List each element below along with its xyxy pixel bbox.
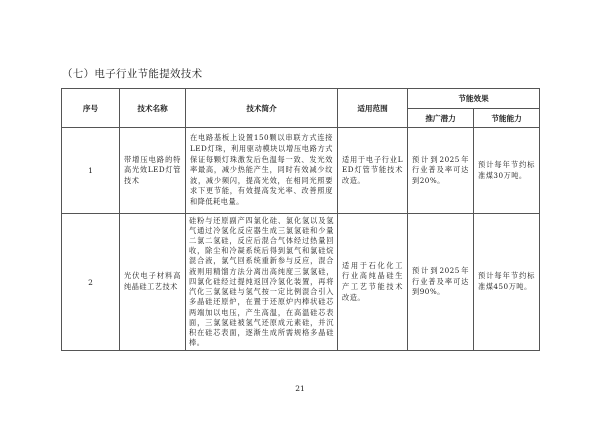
page-number: 21	[295, 384, 305, 393]
row-scope: 适用于电子行业LED灯管节能技术改造。	[342, 154, 403, 185]
row-name: 光伏电子材料高纯晶硅工艺技术	[124, 271, 181, 291]
row-capacity-cell	[474, 128, 540, 214]
row-promotion: 预计到2025年行业普及率可达到20%。	[412, 154, 469, 185]
section-title: （七）电子行业节能提效技术	[62, 68, 203, 80]
row-intro: 在电路基板上设置150颗以串联方式连接LED灯珠，利用驱动模块以增压电路方式保证每颗灯珠激发后色温每一致、发光效率最高，减少热能产生，同时有效减少纹波，减少频闪，提高光效，在相同光照要求下更节能，有效提高发光率、改善照度和降低耗电量。	[190, 133, 333, 206]
row-name-cell	[120, 128, 186, 214]
row-seq: 1	[62, 128, 120, 214]
header-intro: 技术简介	[186, 89, 338, 128]
row-promotion: 预计到2025年行业普及率可达到90%。	[412, 266, 469, 297]
row-capacity: 预计每年节约标准煤30万吨。	[478, 159, 535, 180]
header-capacity: 节能能力	[474, 109, 540, 128]
row-capacity: 预计每年节约标准煤450万吨。	[478, 271, 535, 291]
header-seq: 序号	[62, 89, 120, 128]
row-promotion-cell	[408, 128, 474, 214]
row-name-cell	[120, 214, 186, 351]
table-row	[62, 214, 540, 351]
row-intro-cell	[186, 128, 338, 214]
row-capacity-cell	[474, 214, 540, 351]
row-name: 带增压电路的特高光效LED灯管技术	[124, 154, 181, 185]
technology-table	[61, 88, 540, 351]
table-row	[62, 128, 540, 214]
row-scope-cell	[338, 214, 408, 351]
header-name: 技术名称	[120, 89, 186, 128]
row-intro-cell	[186, 214, 338, 351]
row-intro: 硅粉与还原副产四氯化硅、氯化氢以及氢气通过冷氢化反应器生成三氯氢硅和少量二氯二氢硅，反应后混合气体经过热量回收，除尘和冷凝系统后得到氯气和氯硅烷混合液，氯气回系统重新参与反应，混合液则用精馏方法分离出高纯度三氯氢硅，四氯化硅经过提纯返回冷氢化装置，再将汽化三氯氢硅与氢气按一定比例混合引入多晶硅还原炉，在置于还原炉内棒状硅芯两端加以电压，产生高温，在高温硅芯表面，三氯氢硅被氢气还原成元素硅，并沉积在硅芯表面，逐渐生成所需规格多晶硅棒。	[189, 215, 334, 348]
header-effect: 节能效果	[408, 89, 540, 109]
header-scope: 适用范围	[338, 89, 408, 128]
row-seq: 2	[62, 214, 120, 351]
row-scope-cell	[338, 128, 408, 214]
row-promotion-cell	[408, 214, 474, 351]
row-scope: 适用于石化化工行业高纯晶硅生产工艺节能技术改造。	[342, 260, 403, 302]
header-promotion: 推广潜力	[408, 109, 474, 128]
